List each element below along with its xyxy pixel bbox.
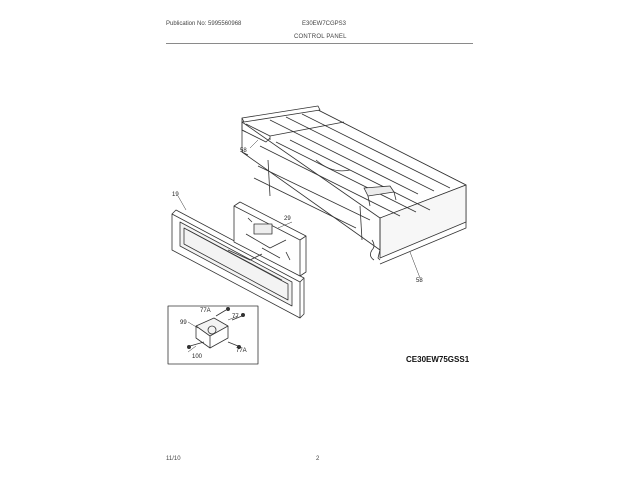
diagram-model-code: CE30EW75GSS1 xyxy=(406,355,470,364)
callout-58-cabinet: 58 xyxy=(416,278,423,284)
page-number: 2 xyxy=(316,456,320,462)
footer-date: 11/10 xyxy=(166,456,181,462)
callout-99: 99 xyxy=(180,320,187,326)
publication-number: Publication No: 5995560968 xyxy=(166,21,242,27)
model-number: E30EW7CGPS3 xyxy=(302,21,347,27)
callout-77a-upper: 77A xyxy=(200,308,211,314)
callout-58-top-trim: 58 xyxy=(240,148,247,154)
control-panel-exploded-diagram xyxy=(150,100,490,380)
callout-19-control-panel: 19 xyxy=(172,192,179,198)
inset-detail xyxy=(168,306,258,364)
section-title: CONTROL PANEL xyxy=(294,34,347,40)
callout-77: 77 xyxy=(232,314,239,320)
callout-77a-lower: 77A xyxy=(236,348,247,354)
callout-29-bracket: 29 xyxy=(284,216,291,222)
callout-100: 100 xyxy=(192,354,203,360)
header-divider xyxy=(166,43,473,44)
